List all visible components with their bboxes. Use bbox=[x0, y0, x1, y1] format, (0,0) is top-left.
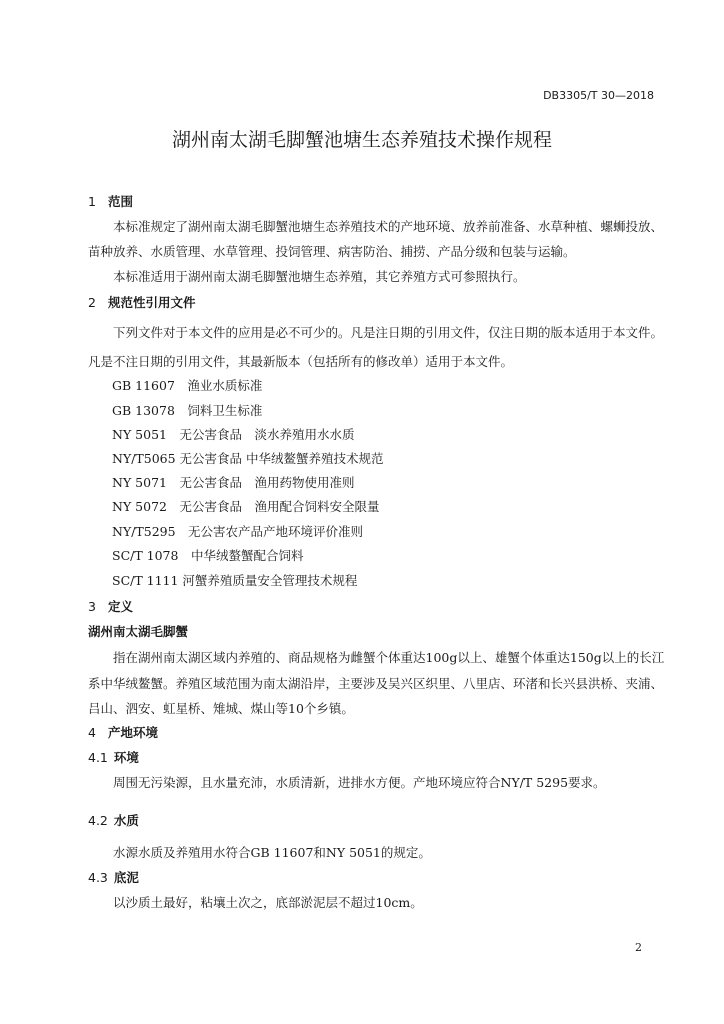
reference-item: NY/T5295 无公害农产品产地环境评价准则 bbox=[112, 524, 364, 539]
page-number: 2 bbox=[635, 941, 642, 954]
section-number: 2 bbox=[88, 295, 96, 310]
section-3-heading bbox=[88, 597, 133, 615]
reference-item: SC/T 1078 中华绒螯蟹配合饲料 bbox=[112, 548, 304, 563]
reference-item: GB 13078 饲料卫生标准 bbox=[112, 403, 263, 418]
paragraph-line: 凡是不注日期的引用文件，其最新版本（包括所有的修改单）适用于本文件。 bbox=[88, 354, 514, 369]
reference-item: SC/T 1111 河蟹养殖质量安全管理技术规程 bbox=[112, 573, 358, 588]
reference-item: GB 11607 渔业水质标准 bbox=[112, 378, 263, 393]
paragraph-line: 本标准规定了湖州南太湖毛脚蟹池塘生态养殖技术的产地环境、放养前准备、水草种植、螺蛳投放、 bbox=[113, 219, 664, 234]
paragraph-line: 系中华绒鳌蟹。养殖区域范围为南太湖沿岸，主要涉及吴兴区织里、八里店、环渚和长兴县洪桥、夹浦、 bbox=[88, 676, 664, 691]
paragraph-line: 本标准适用于湖州南太湖毛脚蟹池塘生态养殖，其它养殖方式可参照执行。 bbox=[113, 269, 526, 284]
reference-item: NY/T5065 无公害食品 中华绒鳌蟹养殖技术规范 bbox=[112, 451, 384, 466]
section-2-heading bbox=[88, 293, 196, 311]
paragraph-line: 周围无污染源，且水量充沛，水质清新，进排水方便。产地环境应符合NY/T 5295要求。 bbox=[113, 775, 606, 790]
subsection-title: 底泥 bbox=[113, 870, 139, 885]
paragraph-line: 吕山、泗安、虹星桥、雉城、煤山等10个乡镇。 bbox=[88, 701, 354, 716]
subsection-4-2-heading bbox=[88, 811, 139, 829]
subsection-title: 环境 bbox=[113, 750, 139, 765]
reference-item: NY 5072 无公害食品 渔用配合饲料安全限量 bbox=[112, 499, 380, 514]
section-number: 3 bbox=[88, 599, 96, 614]
section-4-heading bbox=[88, 723, 158, 741]
section-1-heading bbox=[88, 192, 133, 210]
subsection-number: 4.3 bbox=[88, 870, 108, 885]
paragraph-line: 水源水质及养殖用水符合GB 11607和NY 5051的规定。 bbox=[113, 845, 431, 860]
section-title: 范围 bbox=[108, 194, 134, 209]
subsection-4-1-heading bbox=[88, 748, 139, 766]
document-title: 湖州南太湖毛脚蟹池塘生态养殖技术操作规程 bbox=[171, 129, 552, 151]
paragraph-line: 苗种放养、水质管理、水草管理、投饲管理、病害防治、捕捞、产品分级和包装与运输。 bbox=[88, 244, 576, 259]
subsection-4-3-heading bbox=[88, 868, 139, 886]
subsection-number: 4.1 bbox=[88, 750, 108, 765]
subsection-title: 水质 bbox=[113, 813, 139, 828]
subsection-number: 4.2 bbox=[88, 813, 108, 828]
section-title: 规范性引用文件 bbox=[108, 295, 196, 310]
paragraph-line: 以沙质土最好，粘壤土次之，底部淤泥层不超过10cm。 bbox=[113, 895, 423, 910]
section-number: 4 bbox=[88, 725, 96, 740]
section-title: 定义 bbox=[108, 599, 134, 614]
paragraph-line: 指在湖州南太湖区域内养殖的、商品规格为雌蟹个体重达100g以上、雄蟹个体重达150g以上的长江 bbox=[113, 650, 665, 665]
paragraph-line: 下列文件对于本文件的应用是必不可少的。凡是注日期的引用文件，仅注日期的版本适用于本文件。 bbox=[113, 325, 664, 340]
section-number: 1 bbox=[88, 194, 96, 209]
reference-item: NY 5071 无公害食品 渔用药物使用准则 bbox=[112, 475, 355, 490]
document-code: DB3305/T 30—2018 bbox=[543, 89, 654, 102]
section-title: 产地环境 bbox=[108, 725, 159, 740]
definition-term: 湖州南太湖毛脚蟹 bbox=[88, 624, 189, 639]
reference-item: NY 5051 无公害食品 淡水养殖用水水质 bbox=[112, 427, 355, 442]
